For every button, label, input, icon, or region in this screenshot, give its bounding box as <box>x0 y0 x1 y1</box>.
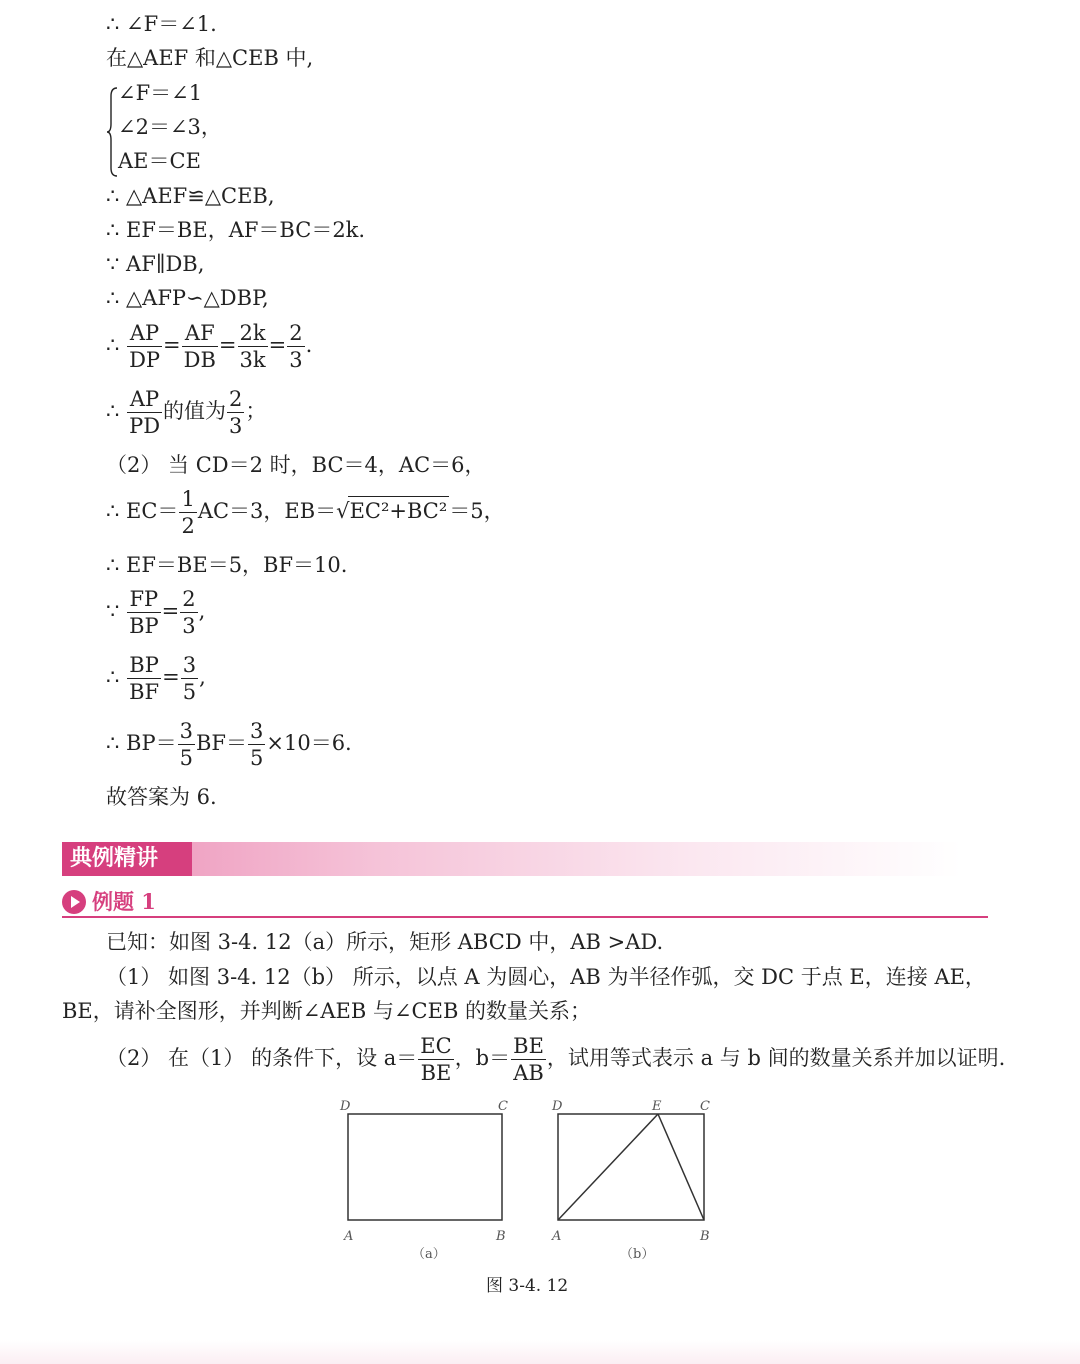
figure-caption: 图 3-4. 12 <box>486 1276 569 1296</box>
solution-line: ∵ AF∥DB, <box>106 252 205 276</box>
fraction: $\frac{AF}{DB}$ <box>183 321 216 372</box>
solution-line: 在△AEF 和△CEB 中, <box>106 46 314 70</box>
solution-line: ∴ △AFP∽△DBP, <box>106 286 269 310</box>
solution-line: ∴ EF＝BE＝5，BF＝10. <box>106 553 348 577</box>
label-d: D <box>340 1099 351 1114</box>
label-c: C <box>700 1099 710 1114</box>
rectangle-abcd <box>348 1114 502 1220</box>
ec-line: ∴ EC＝ $\frac{1}{2}$ AC＝3，EB＝√EC²+BC²＝5， <box>106 487 505 538</box>
fraction: $\frac{3}{5}$ <box>182 653 197 704</box>
fraction: $\frac{EC}{BE}$ <box>420 1034 452 1085</box>
example-divider <box>62 916 988 918</box>
fraction: $\frac{BP}{BF}$ <box>129 653 160 704</box>
caption-a: （a） <box>412 1247 446 1262</box>
solution-line: （2） 当 CD＝2 时，BC＝4，AC＝6， <box>106 453 486 477</box>
section-header-bar <box>62 842 962 876</box>
segment-be <box>658 1114 704 1220</box>
figure-a <box>339 1099 508 1262</box>
bp-line: ∴ BP＝ $\frac{3}{5}$ BF＝ $\frac{3}{5}$ ×10＝6. <box>106 719 352 770</box>
answer-line: 故答案为 6. <box>106 785 217 809</box>
label-e: E <box>652 1099 662 1114</box>
fraction: $\frac{FP}{BP}$ <box>129 587 159 638</box>
fraction: $\frac{3}{5}$ <box>250 719 264 770</box>
fraction: $\frac{2}{3}$ <box>182 587 196 638</box>
problem-text: 已知：如图 3-4. 12（a）所示，矩形 ABCD 中，AB >AD. <box>106 930 664 954</box>
page-bottom-tint <box>0 1340 1080 1364</box>
solution-line: ∴ △AEF≌△CEB, <box>106 184 275 208</box>
problem-text: BE，请补全图形，并判断∠AEB 与∠CEB 的数量关系； <box>62 999 592 1023</box>
segment-ae <box>558 1114 658 1220</box>
ratio-value-line: ∴ $\frac{AP}{PD}$ 的值为 $\frac{2}{3}$ ； <box>106 387 267 438</box>
fraction: $\frac{BE}{AB}$ <box>513 1034 544 1085</box>
fraction: $\frac{1}{2}$ <box>181 487 195 538</box>
problem-text-part2: （2） 在（1） 的条件下，设 a＝ $\frac{EC}{BE}$ ，b＝ $\frac{BE}{AB}$ ，试用等式表示 a 与 b 间的数量关系并加以证明. <box>106 1034 1006 1085</box>
therefore-symbol: ∴ <box>106 333 120 357</box>
play-icon <box>62 890 86 914</box>
system-line-2: ∠2＝∠3， <box>118 115 222 139</box>
fraction: $\frac{2k}{3k}$ <box>239 321 266 372</box>
system-line-1: ∠F＝∠1 <box>118 81 203 105</box>
ratio-line: ∴ $\frac{BP}{BF}$ = $\frac{3}{5}$ , <box>106 653 206 704</box>
fraction: $\frac{AP}{PD}$ <box>129 387 161 438</box>
system-brace <box>106 86 118 178</box>
fraction: $\frac{3}{5}$ <box>179 719 193 770</box>
label-a: A <box>344 1229 354 1244</box>
label-d: D <box>552 1099 563 1114</box>
figure-b <box>551 1099 710 1262</box>
fraction: $\frac{2}{3}$ <box>229 387 243 438</box>
label-b: B <box>700 1229 710 1244</box>
caption-b: （b） <box>620 1247 655 1262</box>
problem-text: （1） 如图 3-4. 12（b） 所示，以点 A 为圆心，AB 为半径作弧，交 DC 于点 E，连接 AE， <box>106 965 986 989</box>
example-label: 例题 1 <box>92 889 156 914</box>
system-line-3: AE＝CE <box>118 149 201 173</box>
radical: EC²+BC² <box>348 496 450 525</box>
solution-line: ∴ EF＝BE，AF＝BC＝2k. <box>106 218 366 242</box>
label-b: B <box>496 1229 506 1244</box>
fraction: $\frac{2}{3}$ <box>289 321 303 372</box>
ratio-line: ∴ $\frac{AP}{DP}$ = $\frac{AF}{DB}$ = $\frac{2k}{3k}$ = $\frac{2}{3}$ . <box>106 321 313 372</box>
label-c: C <box>498 1099 508 1114</box>
section-title: 典例精讲 <box>62 842 192 876</box>
solution-line: ∴ ∠F＝∠1. <box>106 12 217 36</box>
ratio-line: ∵ $\frac{FP}{BP}$ = $\frac{2}{3}$ , <box>106 587 206 638</box>
fraction: $\frac{AP}{DP}$ <box>129 321 161 372</box>
figure-3-4-12 <box>330 1094 730 1264</box>
label-a: A <box>552 1229 562 1244</box>
rectangle-abcd-b <box>558 1114 704 1220</box>
